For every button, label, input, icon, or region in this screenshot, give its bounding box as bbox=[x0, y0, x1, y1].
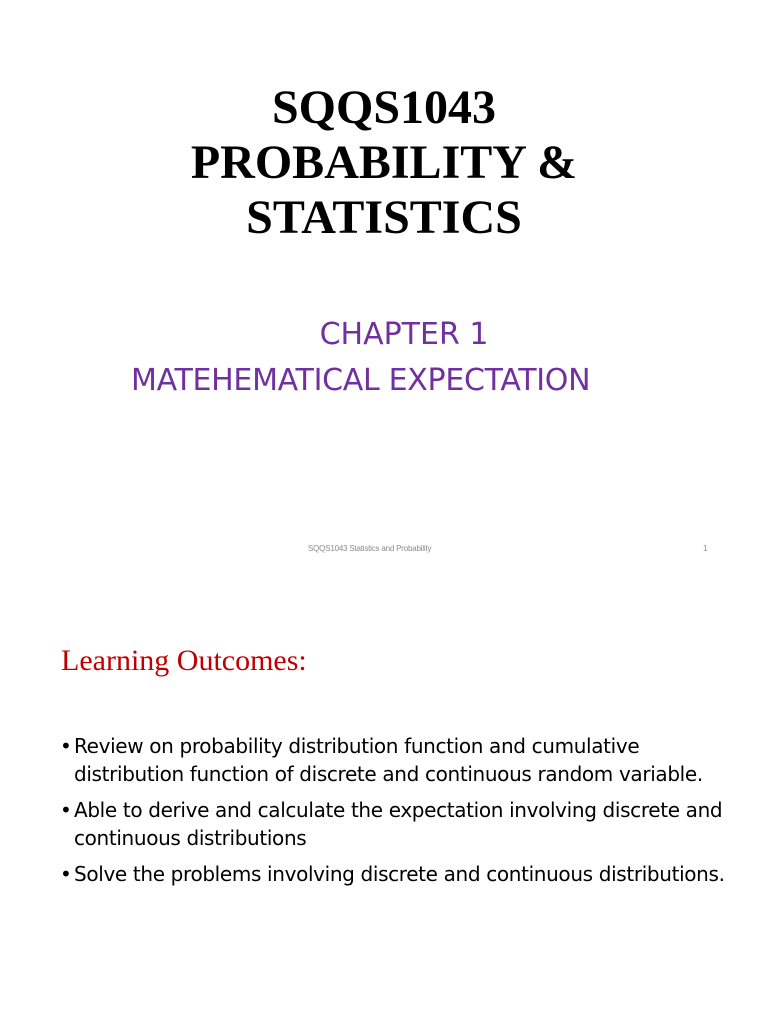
list-item bbox=[60, 796, 750, 852]
slide-footer: SQQS1043 Statistics and Probability bbox=[308, 544, 432, 553]
bullet-icon: • bbox=[60, 862, 72, 886]
outcome-text: Review on probability distribution function and cumulative distribution function of discrete and continuous random variable. bbox=[74, 734, 703, 786]
course-name-line-2: STATISTICS bbox=[246, 191, 522, 244]
bullet-icon: • bbox=[60, 798, 72, 822]
outcome-text: Able to derive and calculate the expectation involving discrete and continuous distributions bbox=[74, 798, 723, 850]
course-code: SQQS1043 bbox=[271, 81, 497, 134]
bullet-icon: • bbox=[60, 734, 72, 758]
chapter-heading bbox=[0, 312, 768, 404]
list-item bbox=[60, 860, 750, 888]
chapter-number: CHAPTER 1 bbox=[319, 317, 489, 352]
outcome-text: Solve the problems involving discrete and continuous distributions. bbox=[74, 862, 725, 886]
course-name-line-1: PROBABILITY & bbox=[190, 136, 578, 189]
learning-outcomes-list bbox=[60, 732, 750, 896]
chapter-title: MATEHEMATICAL EXPECTATION bbox=[131, 363, 591, 398]
slide-page-number: 1 bbox=[703, 544, 708, 553]
learning-outcomes-heading: Learning Outcomes: bbox=[61, 644, 307, 677]
list-item bbox=[60, 732, 750, 788]
learning-outcomes-slide bbox=[0, 596, 768, 1024]
course-title bbox=[0, 80, 768, 245]
